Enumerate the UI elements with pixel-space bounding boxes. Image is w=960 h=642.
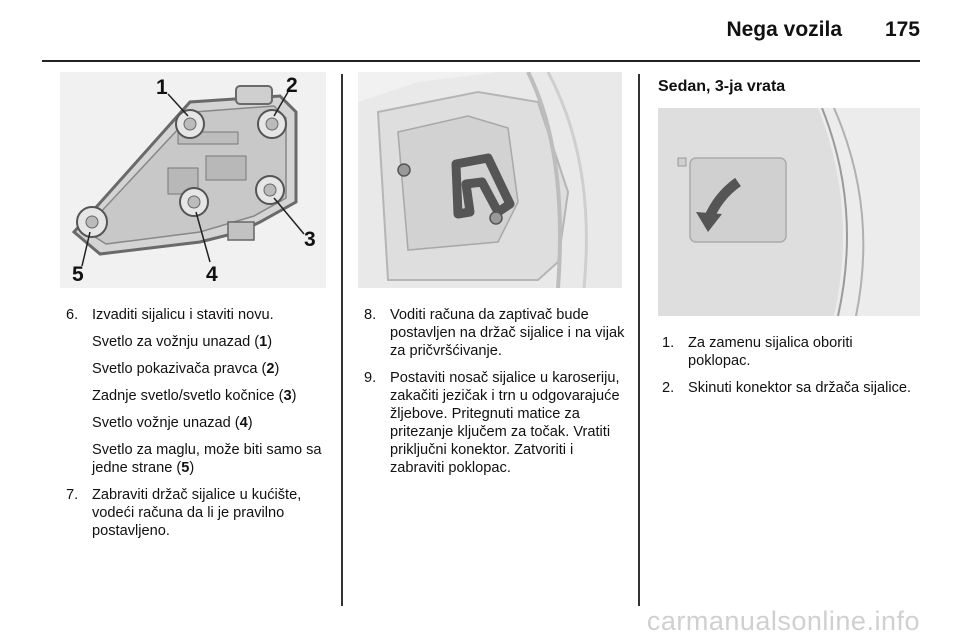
step-1 bbox=[662, 334, 918, 370]
bulb-fog: Svetlo za maglu, može biti samo sa jedne strane (5) bbox=[92, 442, 322, 476]
bulb-tail-brake: Zadnje svetlo/svetlo kočnice (3) bbox=[92, 388, 297, 404]
section-title: Sedan, 3-ja vrata bbox=[658, 78, 786, 95]
callout-4: 4 bbox=[206, 263, 218, 286]
callout-1: 1 bbox=[156, 76, 168, 99]
step-7 bbox=[66, 486, 332, 540]
column-3-text bbox=[662, 334, 918, 406]
step-6 bbox=[66, 306, 332, 324]
step-text: Postaviti nosač sijalice u karoseriju, zakačiti jezičak i trn u odgovarajuće žljebove. Pritegnuti matice za pritezanje ključem za točak. Vratiti priključni konektor. Zatvoriti i zabraviti poklopac. bbox=[390, 370, 620, 476]
callout-2: 2 bbox=[286, 74, 298, 97]
bulb-turn-signal: Svetlo pokazivača pravca (2) bbox=[92, 361, 280, 377]
step-2 bbox=[662, 379, 918, 397]
step-number: 1. bbox=[662, 335, 675, 351]
bulb-backup-light: Svetlo za vožnju unazad (1) bbox=[92, 334, 273, 350]
trunk-cover-figure bbox=[658, 108, 920, 316]
column-separator bbox=[638, 74, 640, 606]
column-1-text bbox=[66, 306, 332, 549]
header-rule bbox=[42, 60, 920, 62]
step-text: Izvaditi sijalicu i staviti novu. bbox=[92, 307, 274, 323]
step-number: 6. bbox=[66, 307, 79, 323]
step-text: Zabraviti držač sijalice u kućište, vodeći računa da li je pravilno postavljeno. bbox=[92, 487, 302, 539]
callout-5: 5 bbox=[72, 263, 84, 286]
step-number: 8. bbox=[364, 307, 377, 323]
lamp-housing-figure bbox=[358, 72, 622, 288]
step-text: Voditi računa da zaptivač bude postavljen na držač sijalice i na vijak za pričvršćivanje. bbox=[390, 307, 625, 359]
trunk-cover-illustration bbox=[658, 108, 920, 316]
step-8 bbox=[364, 306, 628, 360]
column-separator bbox=[341, 74, 343, 606]
page-number: 175 bbox=[884, 18, 920, 41]
step-number: 9. bbox=[364, 370, 377, 386]
column-2-text bbox=[364, 306, 628, 486]
step-text: Skinuti konektor sa držača sijalice. bbox=[688, 380, 912, 396]
callout-3: 3 bbox=[304, 228, 316, 251]
bulb-holder-figure bbox=[60, 72, 326, 288]
page-title: Nega vozila bbox=[726, 18, 842, 41]
step-number: 2. bbox=[662, 380, 675, 396]
step-number: 7. bbox=[66, 487, 79, 503]
bulb-reverse: Svetlo vožnje unazad (4) bbox=[92, 415, 253, 431]
bulb-holder-illustration bbox=[60, 72, 326, 288]
lamp-housing-illustration bbox=[358, 72, 622, 288]
step-9 bbox=[364, 369, 628, 477]
page-header bbox=[0, 0, 960, 62]
watermark: carmanualsonline.info bbox=[646, 606, 920, 636]
step-text: Za zamenu sijalica oboriti poklopac. bbox=[688, 335, 853, 369]
